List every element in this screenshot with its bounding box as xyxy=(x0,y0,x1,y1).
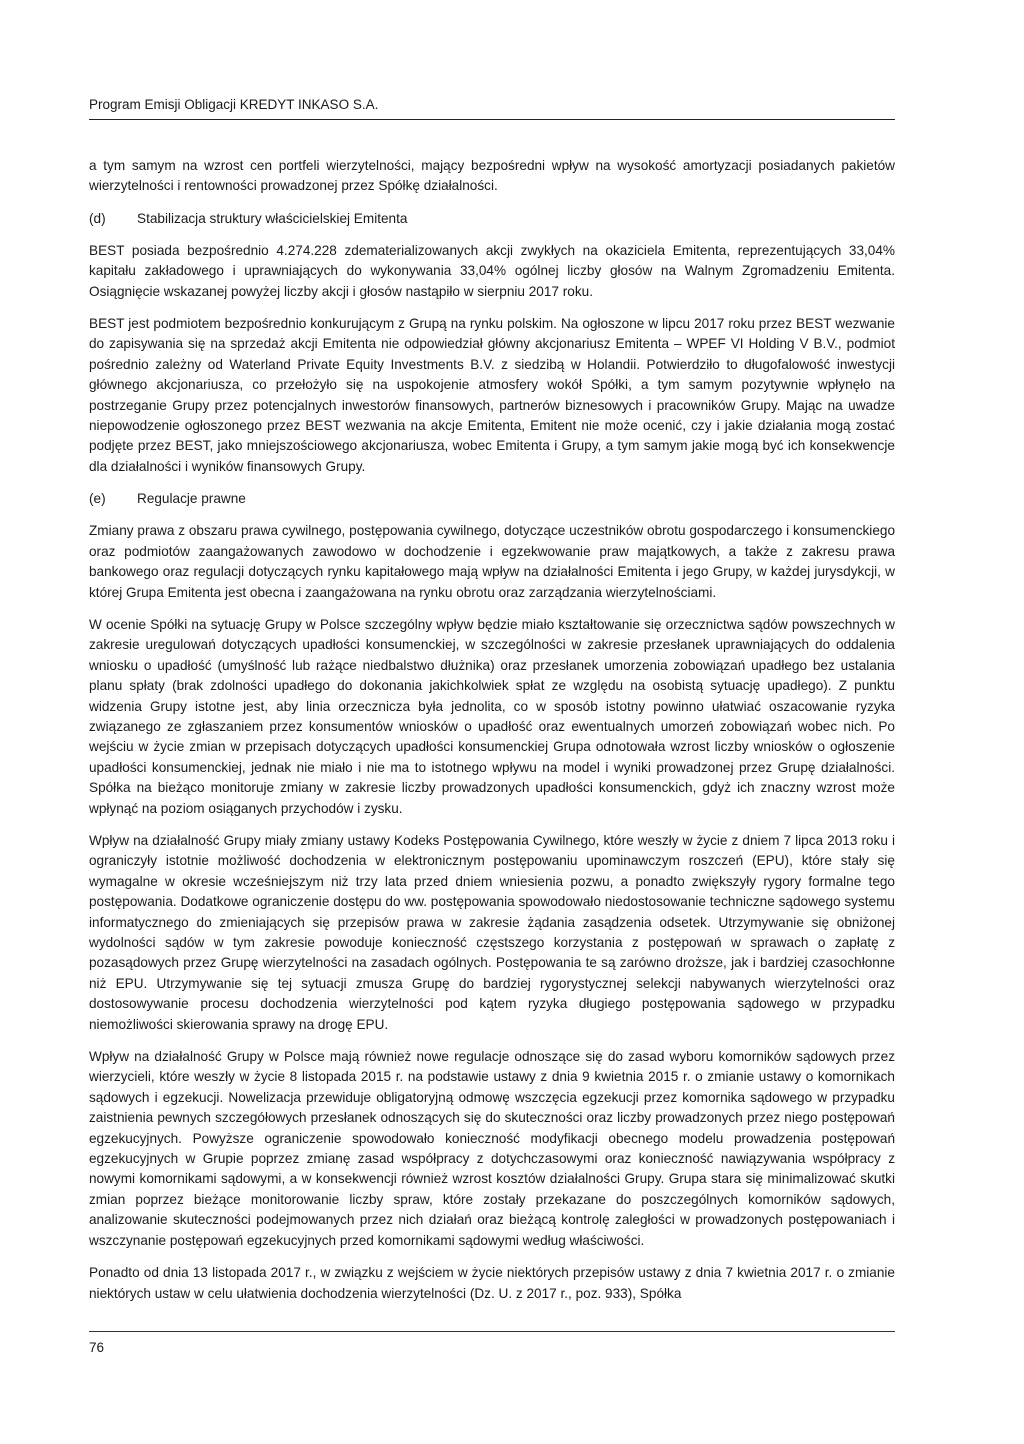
running-header: Program Emisji Obligacji KREDYT INKASO S.A. xyxy=(89,96,895,120)
paragraph: Zmiany prawa z obszaru prawa cywilnego, postępowania cywilnego, dotyczące uczestników obrotu gospodarczego i konsumenckiego oraz podmiotów zaangażowanych zawodowo w dochodzenie i egzekwowanie praw majątkowych, a także z zakresu prawa bankowego oraz regulacji dotyczących rynku kapitałowego mają wpływ na działalności Emitenta i jego Grupy, w każdej jurysdykcji, w której Grupa Emitenta jest obecna i zaangażowana na rynku obrotu oraz zarządzania wierzytelnościami. xyxy=(89,523,895,600)
paragraph: BEST posiada bezpośrednio 4.274.228 zdematerializowanych akcji zwykłych na okaziciela Emitenta, reprezentujących 33,04% kapitału zakładowego i uprawniających do wykonywania 33,04% ogólnej liczby głosów na Walnym Zgromadzeniu Emitenta. Osiągnięcie wskazanej powyżej liczby akcji i głosów nastąpiło w sierpniu 2017 roku. xyxy=(89,242,895,299)
section-label: (e) xyxy=(89,491,106,507)
section-title: Stabilizacja struktury właścicielskiej Emitenta xyxy=(137,210,408,226)
section-heading-e xyxy=(89,489,895,509)
paragraph: a tym samym na wzrost cen portfeli wierzytelności, mający bezpośredni wpływ na wysokość amortyzacji posiadanych pakietów wierzytelności i rentowności prowadzonej przez Spółkę działalności. xyxy=(89,158,895,194)
document-page xyxy=(89,96,895,1316)
page-number: 76 xyxy=(89,1340,105,1355)
section-title: Regulacje prawne xyxy=(137,491,246,507)
paragraph: BEST jest podmiotem bezpośrednio konkurującym z Grupą na rynku polskim. Na ogłoszone w lipcu 2017 roku przez BEST wezwanie do zapisywania się na sprzedaż akcji Emitenta nie odpowiedział główny akcjonariusz Emitenta – WPEF VI Holding V B.V., podmiot pośrednio zależny od Waterland Private Equity Investments B.V. z siedzibą w Holandii. Potwierdziło to długofalowość inwestycji głównego akcjonariusza, co przełożyło się na uspokojenie atmosfery wokół Spółki, a tym samym pozytywnie wpłynęło na postrzeganie Grupy przez potencjalnych inwestorów finansowych, partnerów biznesowych i pracowników Grupy. Mając na uwadze niepowodzenie ogłoszonego przez BEST wezwania na akcje Emitenta, Emitent nie może ocenić, czy i jakie działania mogą zostać podjęte przez BEST, jako mniejszościowego akcjonariusza, wobec Emitenta i Grupy, a tym samym jakie mogą być ich konsekwencje dla działalności i wyników finansowych Grupy. xyxy=(89,316,895,474)
paragraph: Wpływ na działalność Grupy w Polsce mają również nowe regulacje odnoszące się do zasad wyboru komorników sądowych przez wierzycieli, które weszły w życie 8 listopada 2015 r. na podstawie ustawy z dnia 9 kwietnia 2015 r. o zmianie ustawy o komornikach sądowych i egzekucji. Nowelizacja przewiduje obligatoryjną odmowę wszczęcia egzekucji przez komornika sądowego w przypadku zaistnienia pewnych szczegółowych przesłanek odnoszących się do skuteczności oraz liczby prowadzonych przez niego postępowań egzekucyjnych. Powyższe ograniczenie spowodowało konieczność modyfikacji obecnego modelu prowadzenia postępowań egzekucyjnych w Grupie poprzez zmianę zasad współpracy z dotychczasowymi oraz konieczność nawiązywania współpracy z nowymi komornikami sądowymi, a w konsekwencji również wzrost kosztów działalności Grupy. Grupa stara się minimalizować skutki zmian poprzez bieżące monitorowanie liczby spraw, które zostały przekazane do poszczególnych komorników sądowych, analizowanie skuteczności podejmowanych przez nich działań oraz bieżącą kontrolę zaległości w prowadzonych postępowaniach i wszczynanie postępowań egzekucyjnych przed komornikami sądowymi według właściwości. xyxy=(89,1049,895,1248)
paragraph: Ponadto od dnia 13 listopada 2017 r., w związku z wejściem w życie niektórych przepisów ustawy z dnia 7 kwietnia 2017 r. o zmianie niektórych ustaw w celu ułatwienia dochodzenia wierzytelności (Dz. U. z 2017 r., poz. 933), Spółka xyxy=(89,1265,895,1301)
footer-rule xyxy=(89,1331,895,1332)
paragraph: W ocenie Spółki na sytuację Grupy w Polsce szczególny wpływ będzie miało kształtowanie się orzecznictwa sądów powszechnych w zakresie uregulowań dotyczących upadłości konsumenckiej, w szczególności w zakresie przesłanek uprawniających do oddalenia wniosku o upadłość (umyślność lub rażące niedbalstwo dłużnika) oraz przesłanek umorzenia zobowiązań upadłego bez ustalania planu spłaty (brak zdolności upadłego do dokonania jakichkolwiek spłat ze względu na osobistą sytuację upadłego). Z punktu widzenia Grupy istotne jest, aby linia orzecznicza była jednolita, co w sposób istotny powinno ułatwiać oszacowanie ryzyka związanego ze zgłaszaniem przez konsumentów wniosków o upadłość oraz ewentualnych umorzeń zobowiązań wobec nich. Po wejściu w życie zmian w przepisach dotyczących upadłości konsumenckiej Grupa odnotowała wzrost liczby wniosków o ogłoszenie upadłości konsumenckiej, jednak nie miało i nie ma to istotnego wpływu na model i wyniki prowadzonej przez Grupę działalności. Spółka na bieżąco monitoruje zmiany w zakresie liczby prowadzonych upadłości konsumenckich, gdyż ich znaczny wzrost może wpłynąć na poziom osiąganych przychodów i zysku. xyxy=(89,616,895,816)
section-label: (d) xyxy=(89,210,106,226)
section-heading-d xyxy=(89,209,895,229)
paragraph: Wpływ na działalność Grupy miały zmiany ustawy Kodeks Postępowania Cywilnego, które weszły w życie z dniem 7 lipca 2013 roku i ograniczyły istotnie możliwość dochodzenia w elektronicznym postępowaniu upominawczym roszczeń (EPU), które stały się wymagalne w okresie wcześniejszym niż trzy lata przed dniem wniesienia pozwu, a ponadto zwiększyły rygory formalne tego postępowania. Dodatkowe ograniczenie dostępu do ww. postępowania spowodowało niedostosowanie techniczne sądowego systemu informatycznego do zmieniających się przepisów prawa w zakresie żądania zasądzenia odsetek. Utrzymywanie się obniżonej wydolności sądów w tym zakresie powoduje konieczność częstszego korzystania z postępowań w sprawach o zapłatę z pozasądowych przez Grupę wierzytelności na zasadach ogólnych. Postępowania te są zarówno droższe, jak i bardziej czasochłonne niż EPU. Utrzymywanie się tej sytuacji zmusza Grupę do bardziej rygorystycznej selekcji nabywanych wierzytelności oraz dostosowywanie procesu dochodzenia wierzytelności pod kątem ryzyka długiego postępowania sądowego w przypadku niemożliwości skierowania sprawy na drogę EPU. xyxy=(89,832,895,1032)
